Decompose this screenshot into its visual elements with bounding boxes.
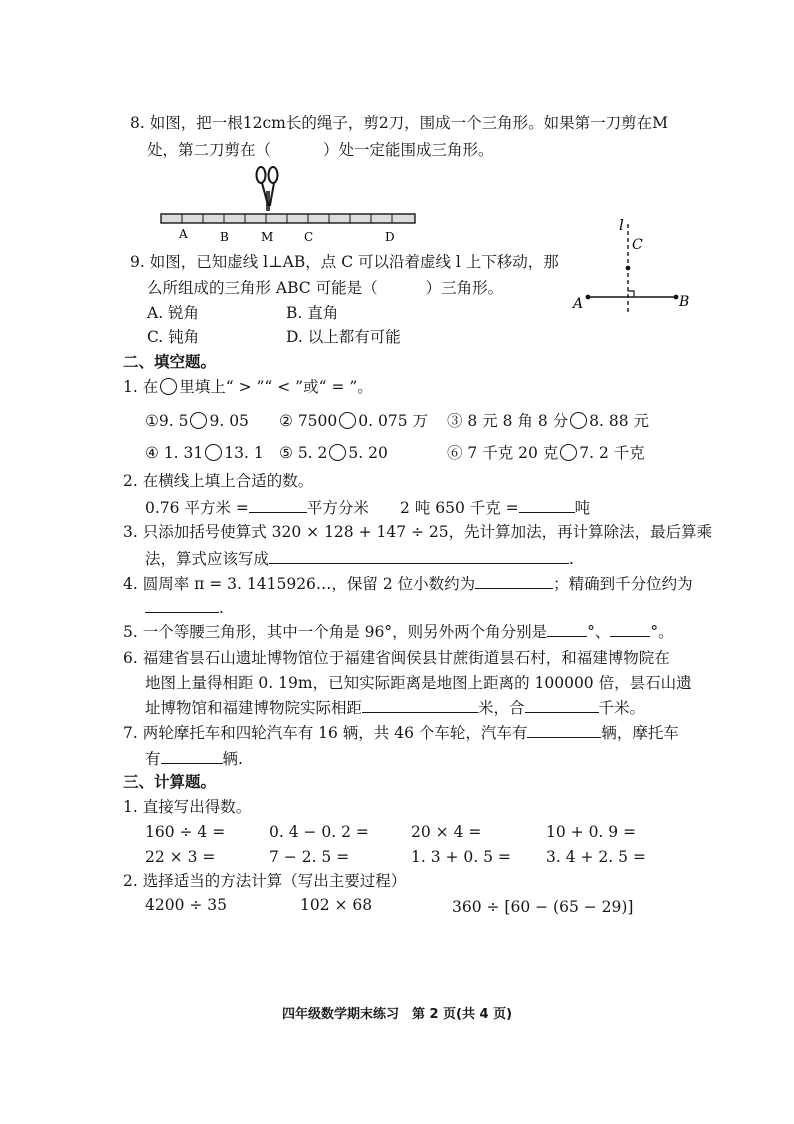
s2-q7-line2 — [145, 749, 243, 769]
calc-process-item: 4200 ÷ 35 — [145, 896, 228, 914]
answer-blank[interactable] — [610, 622, 650, 637]
s2-q4-text-b: ；精确到千分位约为 — [553, 575, 693, 593]
s2-q6-line3 — [145, 698, 645, 718]
s2-q2-b-prefix: 2 吨 650 千克 = — [400, 499, 519, 517]
compare-circle-icon — [329, 444, 346, 461]
compare-circle-icon — [570, 412, 587, 429]
answer-blank[interactable] — [249, 498, 307, 513]
q9-line1: 9. 如图，已知虚线 l⊥AB，点 C 可以沿着虚线 l 上下移动，那 — [130, 253, 559, 271]
compare-circle-icon — [560, 444, 577, 461]
s2-q6-text-a: 址博物馆和福建博物院实际相距 — [145, 699, 363, 717]
calc-item: 1. 3 + 0. 5 = — [411, 848, 511, 866]
s2-q4-line1 — [123, 574, 693, 594]
compare-left: ⑤ 5. 2 — [279, 444, 328, 462]
rope-label-m: M — [261, 230, 274, 244]
answer-blank[interactable] — [362, 698, 478, 713]
answer-blank[interactable] — [269, 549, 569, 564]
answer-blank[interactable] — [475, 574, 553, 589]
answer-blank[interactable] — [161, 749, 223, 764]
compare-right: 5. 20 — [348, 444, 388, 462]
s2-q5 — [123, 622, 674, 642]
rope-label-d: D — [385, 230, 395, 244]
answer-blank[interactable] — [519, 498, 575, 513]
s2-q4-text-a: 4. 圆周率 π = 3. 1415926…，保留 2 位小数约为 — [123, 575, 476, 593]
compare-right: 13. 1 — [224, 444, 264, 462]
s2-q2-b — [400, 498, 590, 518]
rope-label-a: A — [179, 227, 188, 241]
s2-q2-a — [145, 498, 369, 518]
compare-left: ⑥ 7 千克 20 克 — [447, 444, 559, 462]
calc-item: 20 × 4 = — [411, 823, 482, 841]
page-footer: 四年级数学期末练习 第 2 页(共 4 页) — [281, 1007, 513, 1022]
compare-left: ② 7500 — [279, 412, 338, 430]
q9-option-d: D. 以上都有可能 — [286, 328, 401, 346]
answer-blank[interactable] — [527, 723, 601, 738]
calc-item: 160 ÷ 4 = — [145, 823, 226, 841]
fig-label-b: B — [679, 294, 690, 310]
compare-left: ①9. 5 — [145, 412, 189, 430]
q9-line2-b: ）三角形。 — [425, 279, 504, 297]
s2-q7-text-d: 辆. — [222, 750, 243, 768]
s2-q6-text-c: 千米。 — [598, 699, 646, 717]
compare-item-5 — [279, 444, 388, 463]
q9-option-a: A. 锐角 — [147, 304, 200, 322]
s2-q4-line2 — [145, 598, 224, 618]
section-3-title: 三、计算题。 — [123, 773, 217, 791]
q8-line2-a: 处，第二刀剪在（ — [147, 141, 272, 159]
rope-label-c: C — [304, 230, 314, 244]
compare-circle-icon — [190, 412, 207, 429]
compare-right: 8. 88 元 — [589, 412, 650, 430]
compare-circle-icon — [339, 412, 356, 429]
compare-item-3 — [447, 412, 649, 431]
compare-left: ④ 1. 31 — [145, 444, 204, 462]
s2-q7-text-a: 7. 两轮摩托车和四轮汽车有 16 辆，共 46 个车轮，汽车有 — [123, 724, 528, 742]
calc-item: 7 − 2. 5 = — [269, 848, 350, 866]
compare-left: ③ 8 元 8 角 8 分 — [447, 412, 569, 430]
section-2-title: 二、填空题。 — [123, 353, 217, 371]
s2-q1-suffix: 里填上“ > ”“ < ”或“ = ”。 — [179, 378, 373, 396]
fig-label-l: l — [619, 216, 624, 234]
s2-q4-end: . — [219, 599, 224, 617]
answer-blank[interactable] — [145, 598, 219, 613]
s2-q3-line2 — [145, 549, 574, 569]
calc-item: 10 + 0. 9 = — [546, 823, 637, 841]
s2-q7-text-b: 辆，摩托车 — [601, 724, 679, 742]
s2-q2-title: 2. 在横线上填上合适的数。 — [123, 472, 314, 490]
s2-q1-title — [123, 378, 373, 397]
q9-line2 — [147, 279, 503, 298]
s2-q5-sep: °、 — [587, 623, 611, 641]
scissors-icon — [257, 167, 278, 211]
compare-circle-icon — [160, 378, 177, 395]
q9-option-c: C. 钝角 — [147, 328, 200, 346]
calc-item: 0. 4 − 0. 2 = — [269, 823, 369, 841]
perpendicular-figure — [570, 212, 700, 317]
s2-q3-line2-text: 法，算式应该写成 — [145, 550, 270, 568]
s3-q2-title: 2. 选择适当的方法计算（写出主要过程） — [123, 872, 407, 890]
q9-line2-a: 么所组成的三角形 ABC 可能是（ — [147, 279, 378, 297]
s2-q5-text: 5. 一个等腰三角形，其中一个角是 96°，则另外两个角分别是 — [123, 623, 548, 641]
s2-q2-a-suffix: 平方分米 — [306, 499, 369, 517]
compare-right: 7. 2 千克 — [579, 444, 645, 462]
compare-circle-icon — [205, 444, 222, 461]
calc-process-item: 360 ÷ [60 − (65 − 29)] — [452, 898, 634, 916]
s2-q7-text-c: 有 — [145, 750, 161, 768]
rope-label-b: B — [220, 230, 229, 244]
compare-item-1 — [145, 412, 249, 431]
s2-q7-line1 — [123, 723, 679, 743]
s2-q6-line2: 地图上量得相距 0. 19m，已知实际距离是地图上距离的 100000 倍，昙石山遗 — [145, 674, 692, 692]
calc-item: 3. 4 + 2. 5 = — [546, 848, 646, 866]
q8-line1: 8. 如图，把一根12cm长的绳子，剪2刀，围成一个三角形。如果第一刀剪在M — [130, 114, 669, 132]
q8-line2-b: ）处一定能围成三角形。 — [323, 141, 494, 159]
compare-right: 0. 075 万 — [358, 412, 429, 430]
compare-item-2 — [279, 412, 428, 431]
compare-item-6 — [447, 444, 645, 463]
rope-figure — [155, 163, 425, 247]
s2-q5-end: °。 — [650, 623, 674, 641]
s2-q3-line1: 3. 只添加括号使算式 320 × 128 + 147 ÷ 25，先计算加法，再计算除法，最后算乘 — [123, 523, 713, 541]
s2-q2-b-suffix: 吨 — [574, 499, 591, 517]
s2-q6-line1: 6. 福建省昙石山遗址博物馆位于福建省闽侯县甘蔗街道昙石村，和福建博物院在 — [123, 649, 670, 667]
answer-blank[interactable] — [525, 698, 599, 713]
s3-q1-title: 1. 直接写出得数。 — [123, 798, 252, 816]
s2-q6-text-b: 米，合 — [478, 699, 525, 717]
rope — [161, 214, 415, 223]
compare-right: 9. 05 — [209, 412, 249, 430]
fig-label-c: C — [632, 237, 643, 253]
q9-option-b: B. 直角 — [286, 304, 339, 322]
s2-q3-end: . — [569, 550, 574, 568]
s2-q2-a-prefix: 0.76 平方米 = — [145, 499, 249, 517]
fig-label-a: A — [573, 296, 584, 312]
q8-line2 — [147, 141, 494, 160]
calc-process-item: 102 × 68 — [300, 896, 373, 914]
calc-item: 22 × 3 = — [145, 848, 216, 866]
s2-q1-prefix: 1. 在 — [123, 378, 159, 396]
compare-item-4 — [145, 444, 264, 463]
answer-blank[interactable] — [547, 622, 587, 637]
